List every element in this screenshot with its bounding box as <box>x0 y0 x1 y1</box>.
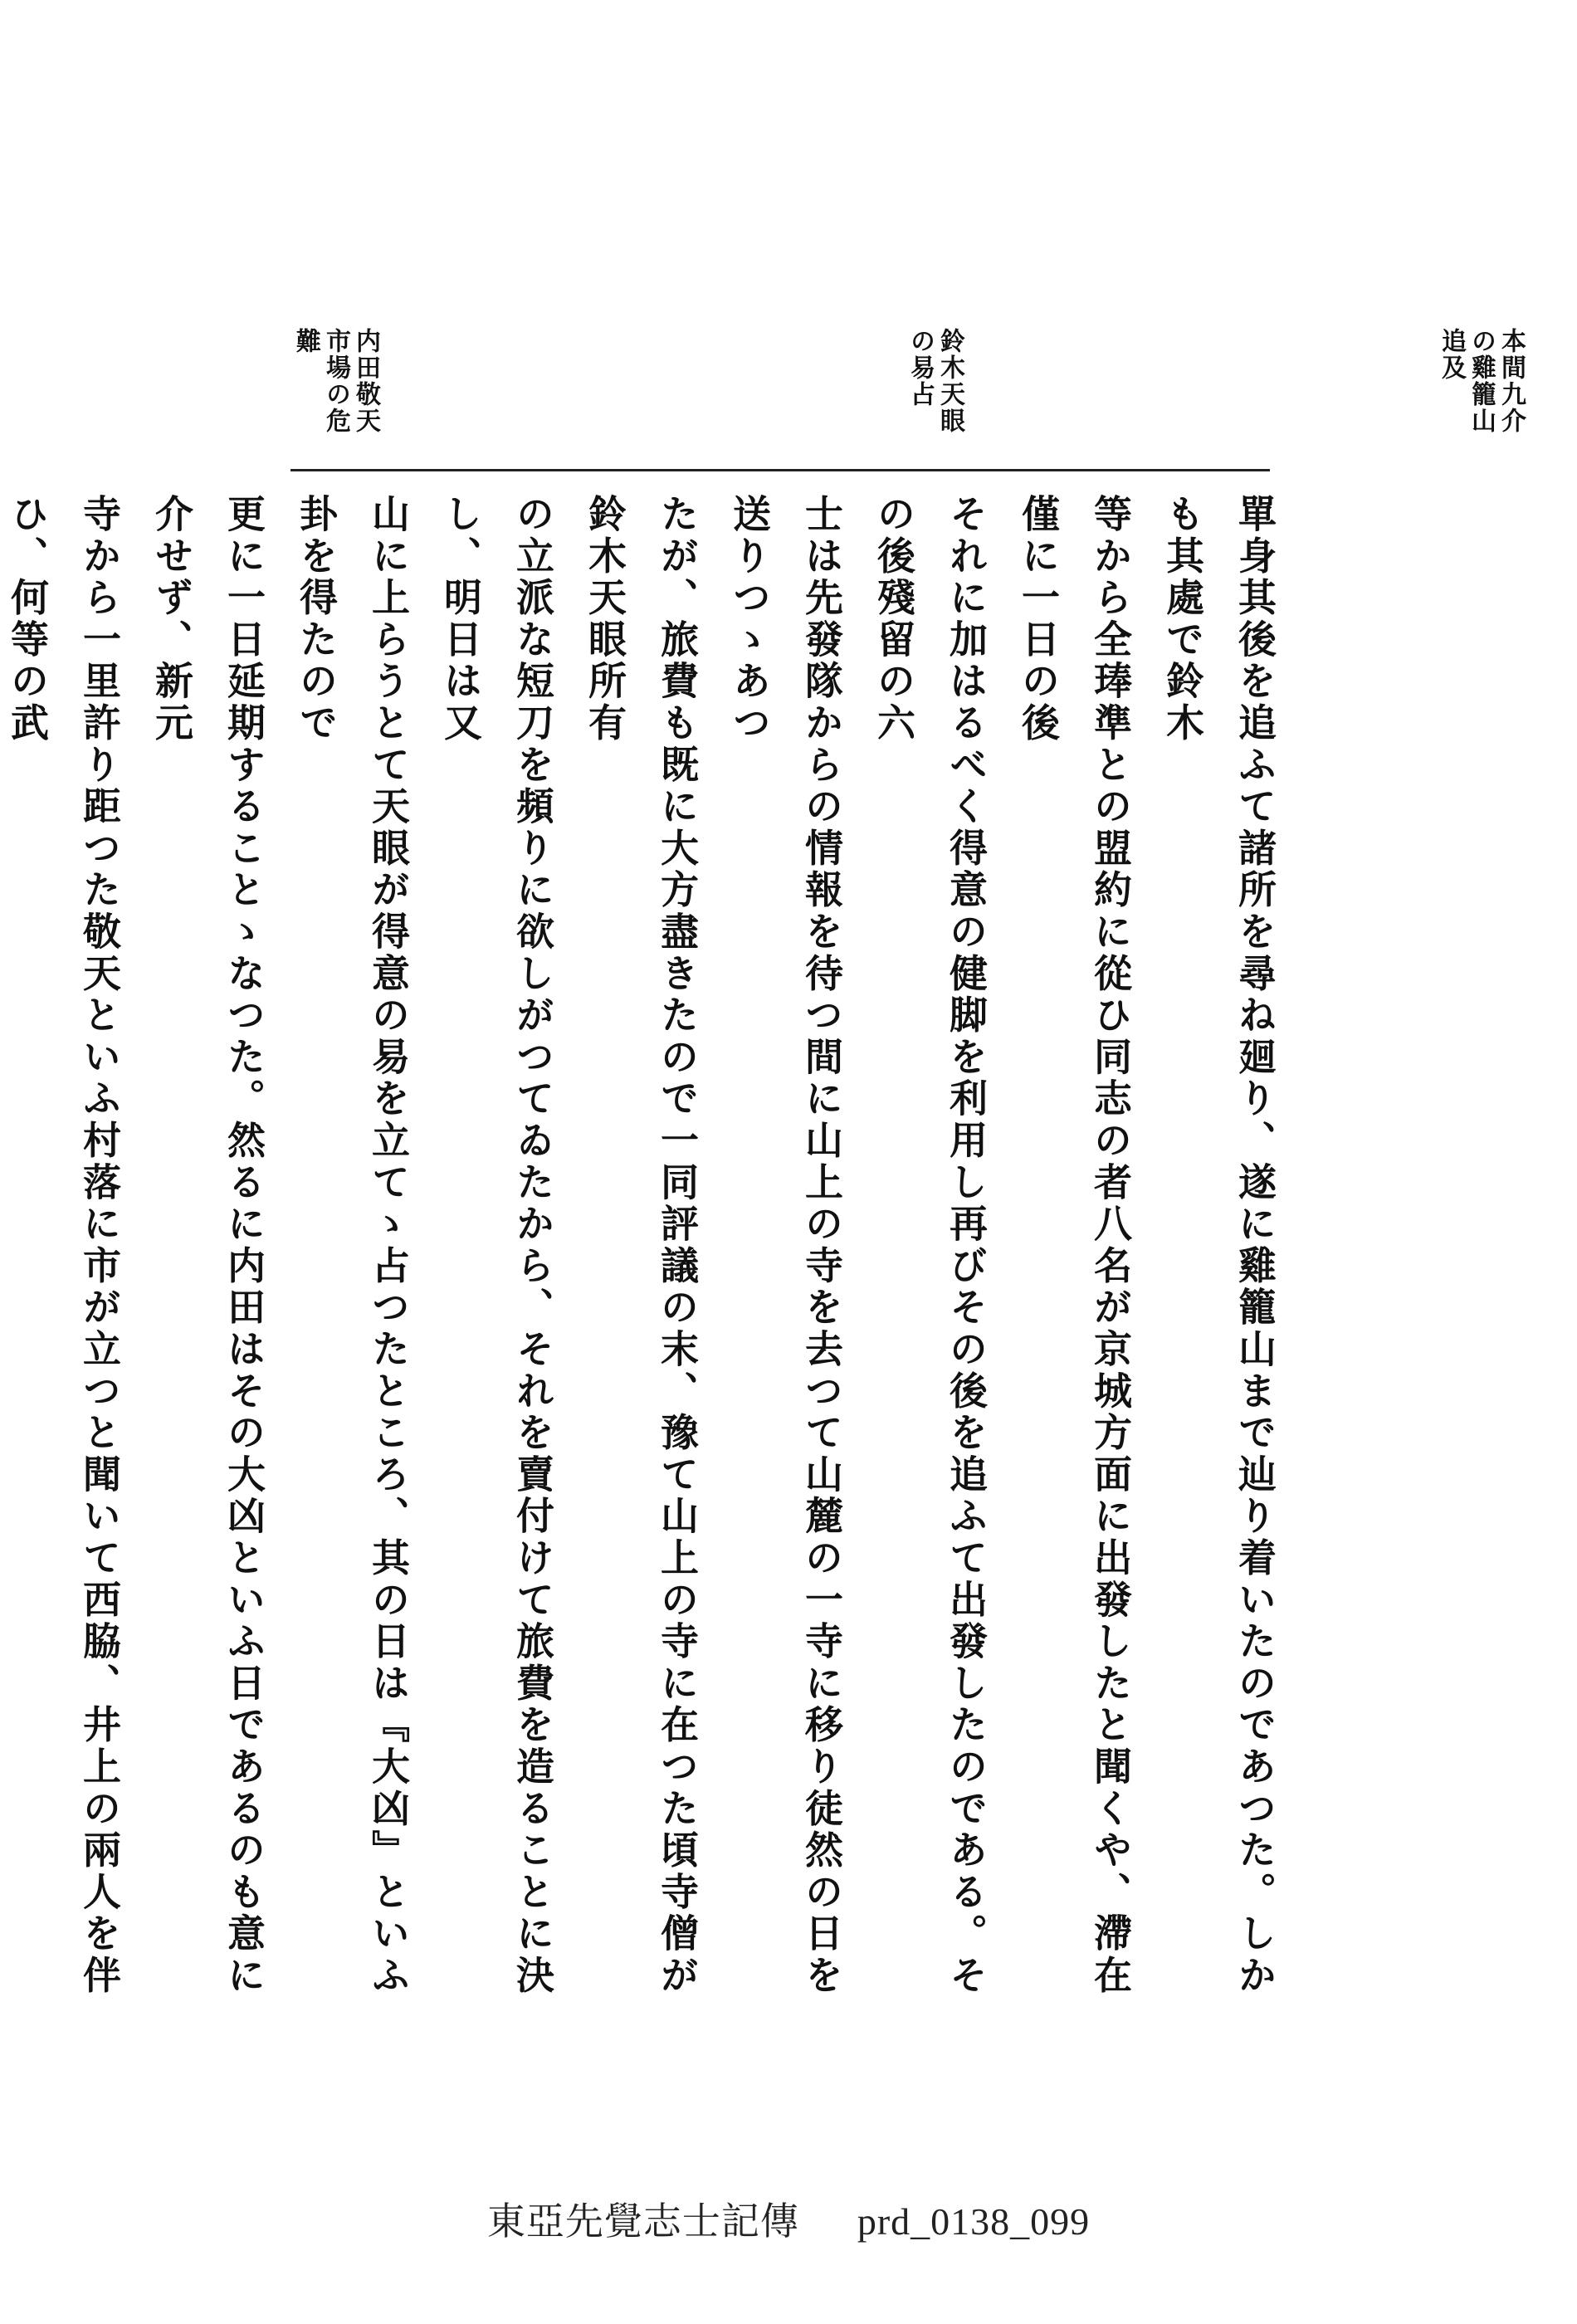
footer-book-title: 東亞先覺志士記傳 <box>486 2200 799 2243</box>
margin-note-uchida: 内田敬天 市場の危 難 <box>291 328 380 434</box>
main-body-text: 單身其後を追ふて諸所を尋ね廻り、遂に雞籠山まで辿り着いたのであつた。しかも其處で鈴木 等から全琫準との盟約に從ひ同志の者八名が京城方面に出發したと聞くや、滯在僅に一日の後 それに加はるべく得意の健脚を利用し再びその後を追ふて出發したのである。その後殘留の六 士は先發隊からの情報を待つ間に山上の寺を去つて山麓の一寺に移り徒然の日を送りつゝあつ たが、旅費も既に大方盡きたので一同評議の末、豫て山上の寺に在つた頃寺僧が鈴木天眼所有 の立派な短刀を頻りに欲しがつてゐたから、それを賣付けて旅費を造ることに決し、明日は又 山に上らうとて天眼が得意の易を立てゝ占つたところ、其の日は『大凶』といふ卦を得たので 更に一日延期することゝなつた。然るに内田はその大凶といふ日であるのも意に介せず、新元 寺から一里許り距つた敬天といふ村落に市が立つと聞いて西脇、井上の兩人を伴ひ、何等の武 <box>5 494 1277 1997</box>
margin-note-honma: 本間九介 の雞籠山 追及 <box>1437 328 1526 434</box>
margin-note-suzuki: 鈴木天眼 の易占 <box>906 328 964 434</box>
page-footer <box>0 2191 1577 2246</box>
margin-notes <box>290 328 1526 461</box>
footer-page-id: prd_0138_099 <box>857 2200 1091 2243</box>
header-rule <box>290 469 1270 471</box>
